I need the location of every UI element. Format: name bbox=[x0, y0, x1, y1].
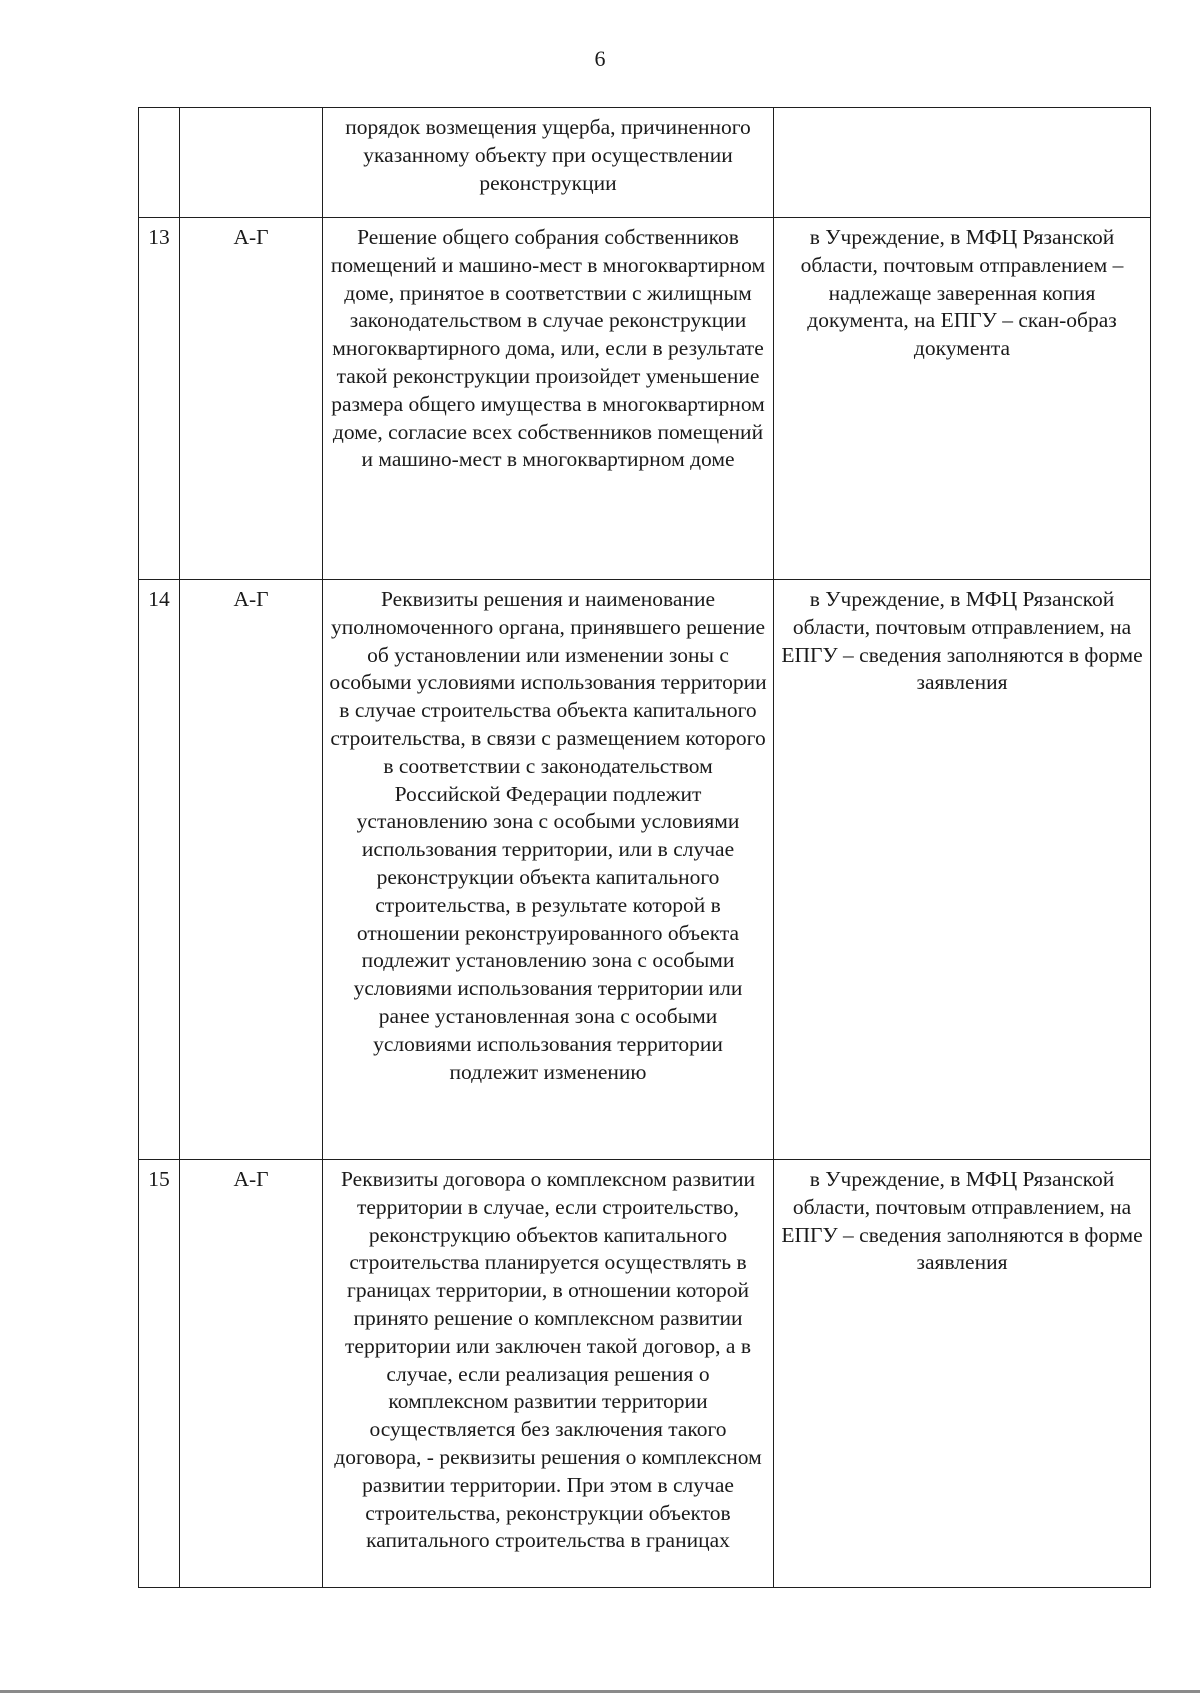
row-submission-method: в Учреждение, в МФЦ Рязанской области, почтовым отправлением, на ЕПГУ – сведения заполняются в форме заявления bbox=[774, 580, 1151, 1160]
row-number: 14 bbox=[139, 580, 180, 1160]
page-number: 6 bbox=[594, 46, 606, 71]
row-code: А-Г bbox=[180, 580, 323, 1160]
row-number bbox=[139, 108, 180, 218]
row-submission-method: в Учреждение, в МФЦ Рязанской области, почтовым отправлением, на ЕПГУ – сведения заполняются в форме заявления bbox=[774, 1160, 1151, 1588]
row-submission-method: в Учреждение, в МФЦ Рязанской области, почтовым отправлением – надлежаще заверенная копия документа, на ЕПГУ – скан-образ документа bbox=[774, 218, 1151, 580]
table-row bbox=[139, 580, 1151, 1160]
table-row bbox=[139, 108, 1151, 218]
row-code: А-Г bbox=[180, 1160, 323, 1588]
row-number: 13 bbox=[139, 218, 180, 580]
row-description: Решение общего собрания собственников помещений и машино-мест в многоквартирном доме, принятое в соответствии с жилищным законодательством в случае реконструкции многоквартирного дома, или, если в результате такой реконструкции произойдет уменьшение размера общего имущества в многоквартирном доме, согласие всех собственников помещений и машино-мест в многоквартирном доме bbox=[323, 218, 774, 580]
scan-bottom-edge bbox=[0, 1690, 1200, 1693]
table-row bbox=[139, 1160, 1151, 1588]
table-row bbox=[139, 218, 1151, 580]
row-code bbox=[180, 108, 323, 218]
row-number: 15 bbox=[139, 1160, 180, 1588]
documents-table bbox=[138, 107, 1151, 1588]
row-description: порядок возмещения ущерба, причиненного указанному объекту при осуществлении реконструкции bbox=[323, 108, 774, 218]
row-code: А-Г bbox=[180, 218, 323, 580]
row-description: Реквизиты решения и наименование уполномоченного органа, принявшего решение об установлении или изменении зоны с особыми условиями использования территории в случае строительства объекта капитального строительства, в связи с размещением которого в соответствии с законодательством Российской Федерации подлежит установлению зона с особыми условиями использования территории, или в случае реконструкции объекта капитального строительства, в результате которой в отношении реконструированного объекта подлежит установлению зона с особыми условиями использования территории или ранее установленная зона с особыми условиями использования территории подлежит изменению bbox=[323, 580, 774, 1160]
row-submission-method bbox=[774, 108, 1151, 218]
row-description: Реквизиты договора о комплексном развитии территории в случае, если строительство, реконструкцию объектов капитального строительства планируется осуществлять в границах территории, в отношении которой принято решение о комплексном развитии территории или заключен такой договор, а в случае, если реализация решения о комплексном развитии территории осуществляется без заключения такого договора, - реквизиты решения о комплексном развитии территории. При этом в случае строительства, реконструкции объектов капитального строительства в границах bbox=[323, 1160, 774, 1588]
